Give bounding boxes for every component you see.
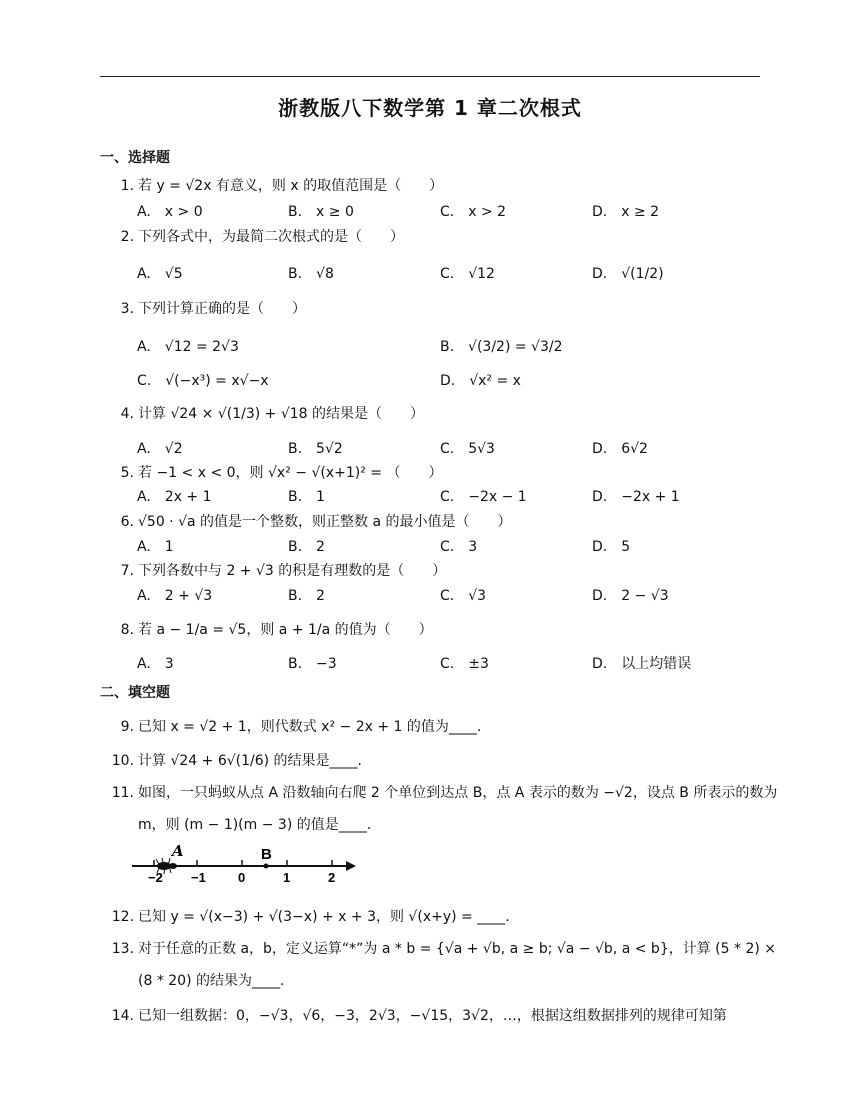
question-text: 计算 √24 + 6√(1/6) 的结果是____. (138, 753, 362, 769)
question-number: 13. (111, 941, 134, 957)
option-b: B. −3 (288, 656, 337, 672)
tick-label-0: 0 (238, 870, 246, 885)
option-a: A. 2x + 1 (137, 489, 212, 505)
question-text: 下列各式中，为最简二次根式的是（ ） (138, 229, 404, 245)
option-d: D. √(1/2) (592, 266, 664, 282)
option-a: A. x > 0 (137, 204, 203, 220)
option-a: A. √12 = 2√3 (137, 339, 239, 355)
option-d: D. 2 − √3 (592, 588, 669, 604)
question-11 (108, 777, 790, 841)
question-number: 10. (111, 753, 134, 769)
option-b: B. 2 (288, 588, 325, 604)
question-13 (108, 933, 790, 997)
option-a: A. √2 (137, 441, 183, 457)
question-text: 计算 √24 × √(1/3) + √18 的结果是（ ） (138, 406, 425, 422)
question-text: 已知 x = √2 + 1，则代数式 x² − 2x + 1 的值为____. (138, 719, 482, 735)
option-b: B. x ≥ 0 (288, 204, 354, 220)
question-number: 2. (120, 229, 134, 245)
question-number: 3. (120, 301, 134, 317)
option-c: C. √3 (440, 588, 487, 604)
question-number: 1. (120, 178, 134, 194)
question-3 (108, 298, 768, 318)
question-text: 若 y = √2x 有意义，则 x 的取值范围是（ ） (138, 178, 444, 194)
option-b: B. 1 (288, 489, 325, 505)
arrow-head-icon (346, 861, 356, 871)
question-number: 5. (120, 465, 134, 481)
question-number: 11. (111, 785, 134, 801)
tick-label-1: 1 (283, 870, 291, 885)
question-text: 如图，一只蚂蚁从点 A 沿数轴向右爬 2 个单位到达点 B，点 A 表示的数为 −√2，设点 B 所表示的数为 m，则 (m − 1)(m − 3) 的值是____. (138, 785, 778, 833)
question-text: 已知 y = √(x−3) + √(3−x) + x + 3，则 √(x+y) = ____. (138, 909, 510, 925)
option-a: A. √5 (137, 266, 183, 282)
tick-label-neg1: −1 (191, 870, 206, 885)
question-14 (108, 1005, 768, 1025)
question-10 (108, 750, 768, 770)
section-choice-heading: 一、选择题 (100, 150, 170, 166)
tick-label-2: 2 (328, 870, 336, 885)
question-6 (108, 511, 768, 531)
question-9 (108, 716, 768, 736)
point-b-label: B (261, 846, 272, 863)
question-4 (108, 403, 768, 423)
option-c: C. 5√3 (440, 441, 495, 457)
question-text: √50 · √a 的值是一个整数，则正整数 a 的最小值是（ ） (138, 514, 512, 530)
question-number: 4. (120, 406, 134, 422)
question-2 (108, 226, 768, 246)
option-b: B. √(3/2) = √3/2 (440, 339, 563, 355)
option-a: A. 2 + √3 (137, 588, 213, 604)
number-line-figure (130, 842, 360, 888)
question-text: 下列计算正确的是（ ） (138, 301, 306, 317)
option-d: D. √x² = x (440, 373, 521, 389)
question-number: 6. (120, 514, 134, 530)
question-number: 9. (120, 719, 134, 735)
point-a-label: A (172, 842, 184, 860)
question-8 (108, 619, 768, 639)
question-text: 已知一组数据：0，−√3，√6，−3，2√3，−√15，3√2，…，根据这组数据排列的规律可知第 (138, 1008, 727, 1024)
page-title: 浙教版八下数学第 1 章二次根式 (278, 96, 582, 120)
option-b: B. √8 (288, 266, 334, 282)
question-text: 若 a − 1/a = √5，则 a + 1/a 的值为（ ） (138, 622, 433, 638)
option-d: D. 5 (592, 539, 631, 555)
option-d: D. x ≥ 2 (592, 204, 660, 220)
option-c: C. √(−x³) = x√−x (137, 373, 269, 389)
option-d: D. 以上均错误 (592, 656, 692, 672)
option-c: C. √12 (440, 266, 495, 282)
question-text: 下列各数中与 2 + √3 的积是有理数的是（ ） (138, 563, 447, 579)
question-number: 8. (120, 622, 134, 638)
option-b: B. 5√2 (288, 441, 343, 457)
option-b: B. 2 (288, 539, 325, 555)
question-number: 7. (120, 563, 134, 579)
option-c: C. ±3 (440, 656, 489, 672)
option-c: C. 3 (440, 539, 478, 555)
question-1 (108, 175, 768, 195)
option-a: A. 3 (137, 656, 174, 672)
option-a: A. 1 (137, 539, 174, 555)
top-rule (100, 76, 760, 77)
question-7 (108, 560, 768, 580)
question-text: 对于任意的正数 a，b，定义运算“*”为 a * b = {√a + √b, a ≥ b; √a − √b, a < b}，计算 (5 * 2) × (8 * 20) 的结果为____. (138, 941, 776, 989)
option-d: D. 6√2 (592, 441, 648, 457)
option-c: C. x > 2 (440, 204, 507, 220)
question-number: 12. (111, 909, 134, 925)
tick-label-neg2: −2 (148, 870, 163, 885)
option-d: D. −2x + 1 (592, 489, 680, 505)
question-5 (108, 462, 768, 482)
option-c: C. −2x − 1 (440, 489, 527, 505)
section-fill-heading: 二、填空题 (100, 685, 170, 701)
question-text: 若 −1 < x < 0，则 √x² − √(x+1)² = （ ） (138, 465, 443, 481)
point-b-dot (264, 864, 269, 869)
question-12 (108, 906, 768, 926)
question-number: 14. (111, 1008, 134, 1024)
